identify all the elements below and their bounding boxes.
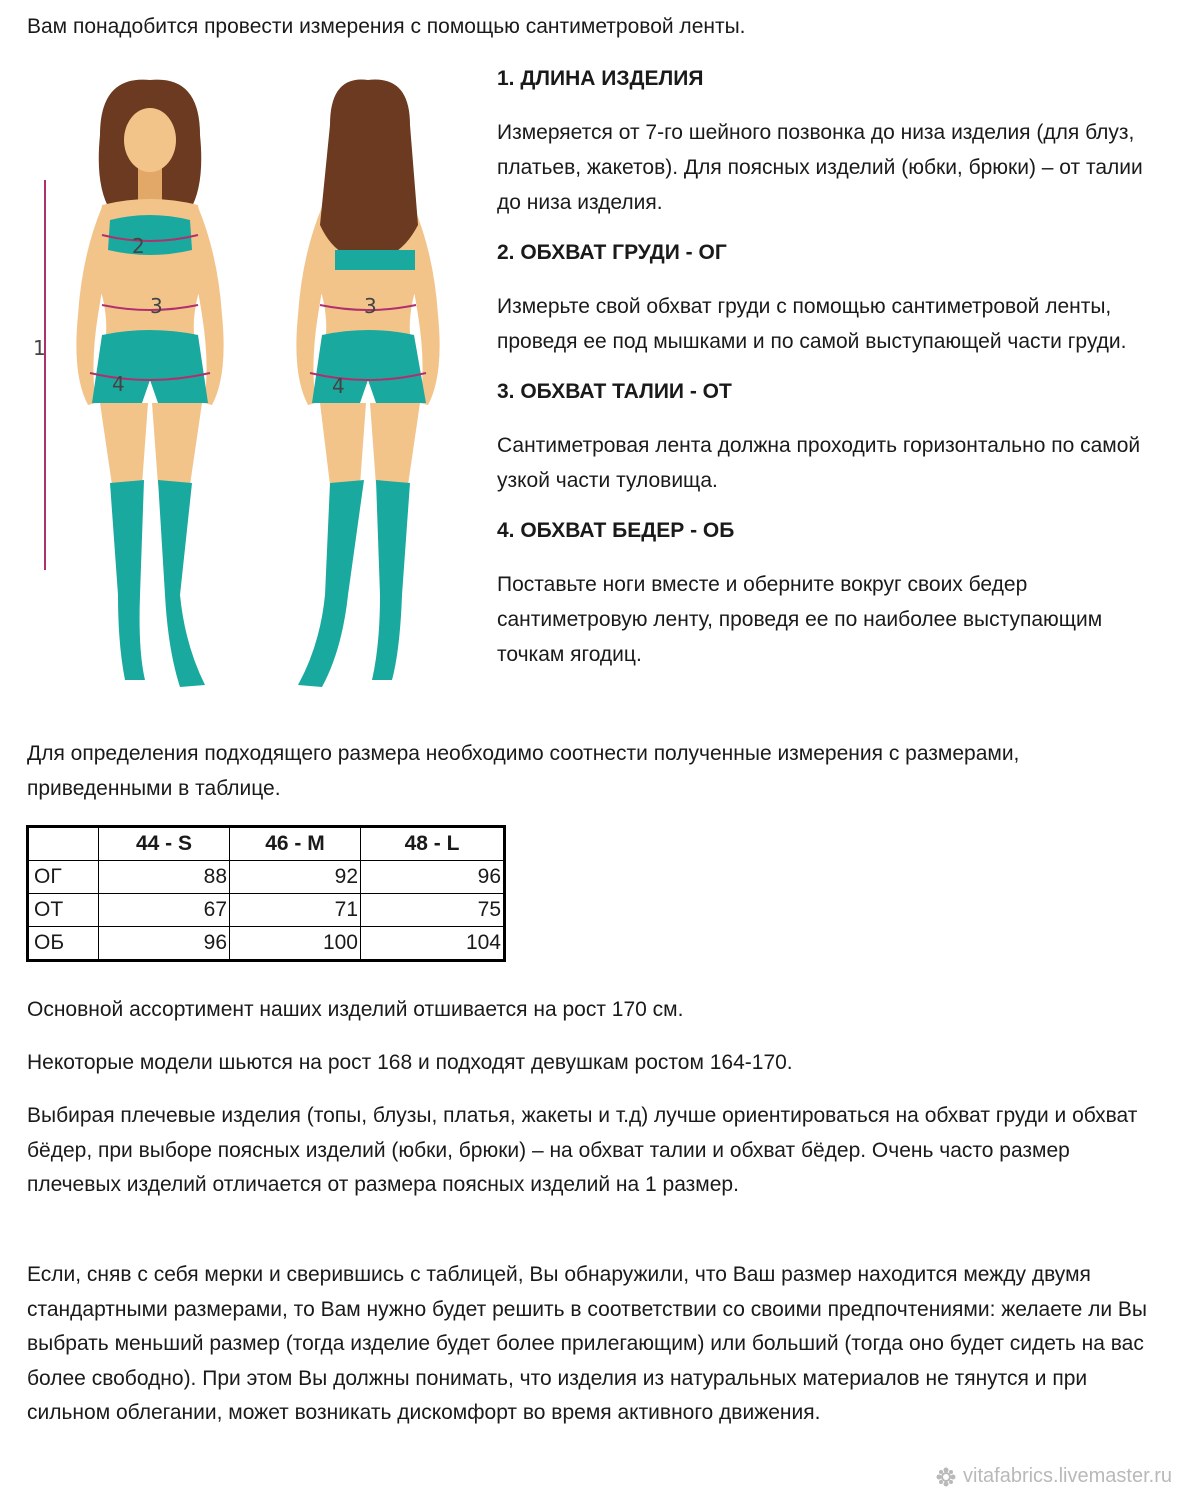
table-cell: 75 bbox=[361, 894, 505, 927]
step-text: Измерьте свой обхват груди с помощью сантиметровой ленты, проведя ее под мышками и по самой выступающей части груди. bbox=[497, 295, 1127, 353]
paragraph-between-sizes: Если, сняв с себя мерки и сверившись с таблицей, Вы обнаружили, что Ваш размер находится между двумя стандартными размерами, то Вам нужно будет решить в соответствии со своими предпочтениями: желаете ли Вы выбрать меньший размер (тогда изделие будет более прилегающим) или больший (тогда оно будет сидеть на вас более свободно). При этом Вы должны понимать, что изделия из натуральных материалов не тянутся и при сильном облегании, может возникать дискомфорт во время активного движения. bbox=[27, 1263, 1148, 1424]
label-4-front: 4 bbox=[112, 372, 125, 396]
label-3-back: 3 bbox=[364, 294, 377, 318]
step-hips bbox=[497, 516, 1157, 672]
step-length bbox=[497, 64, 1157, 220]
table-cell: 67 bbox=[99, 894, 230, 927]
table-row bbox=[28, 861, 505, 894]
table-cell: 96 bbox=[99, 927, 230, 961]
label-2: 2 bbox=[132, 234, 145, 258]
table-header-cell: 46 - M bbox=[230, 827, 361, 861]
step-waist bbox=[497, 377, 1157, 498]
row-label: ОГ bbox=[28, 861, 99, 894]
step-chest bbox=[497, 238, 1157, 359]
step-title: 4. ОБХВАТ БЕДЕР - ОБ bbox=[497, 519, 735, 542]
row-label: ОБ bbox=[28, 927, 99, 961]
front-figure bbox=[76, 80, 223, 687]
step-text: Поставьте ноги вместе и оберните вокруг своих бедер сантиметровую ленту, проведя ее по наиболее выступающим точкам ягодиц. bbox=[497, 573, 1103, 666]
body-figures bbox=[30, 75, 480, 715]
table-cell: 96 bbox=[361, 861, 505, 894]
compare-text: Для определения подходящего размера необходимо соотнести полученные измерения с размерами, приведенными в таблице. bbox=[27, 742, 1020, 800]
step-text: Измеряется от 7-го шейного позвонка до низа изделия (для блуз, платьев, жакетов). Для поясных изделий (юбки, брюки) – от талии до низа изделия. bbox=[497, 121, 1143, 214]
step-title: 2. ОБХВАТ ГРУДИ - ОГ bbox=[497, 241, 727, 264]
label-4-back: 4 bbox=[332, 374, 345, 398]
row-label: ОТ bbox=[28, 894, 99, 927]
table-header-cell: 44 - S bbox=[99, 827, 230, 861]
measurement-steps bbox=[497, 64, 1157, 690]
intro-text: Вам понадобится провести измерения с помощью сантиметровой ленты. bbox=[27, 15, 746, 38]
paragraph-height: Основной ассортимент наших изделий отшивается на рост 170 см. bbox=[27, 998, 684, 1021]
table-row bbox=[28, 927, 505, 961]
paragraph-choosing: Выбирая плечевые изделия (топы, блузы, платья, жакеты и т.д) лучше ориентироваться на обхват груди и обхват бёдер, при выборе поясных изделий (юбки, брюки) – на обхват талии и обхват бёдер. Очень часто размер плечевых изделий отличается от размера поясных изделий на 1 размер. bbox=[27, 1104, 1138, 1196]
watermark bbox=[935, 1465, 1172, 1488]
table-cell: 71 bbox=[230, 894, 361, 927]
label-1: 1 bbox=[33, 336, 46, 360]
step-text: Сантиметровая лента должна проходить горизонтально по самой узкой части туловища. bbox=[497, 434, 1141, 492]
table-cell: 88 bbox=[99, 861, 230, 894]
flower-icon bbox=[935, 1466, 957, 1488]
label-3-front: 3 bbox=[150, 294, 163, 318]
size-table bbox=[26, 825, 506, 962]
table-cell: 100 bbox=[230, 927, 361, 961]
back-figure bbox=[296, 80, 439, 687]
table-cell: 104 bbox=[361, 927, 505, 961]
table-header-row bbox=[28, 827, 505, 861]
table-header-cell: 48 - L bbox=[361, 827, 505, 861]
step-title: 1. ДЛИНА ИЗДЕЛИЯ bbox=[497, 67, 704, 90]
step-title: 3. ОБХВАТ ТАЛИИ - ОТ bbox=[497, 380, 732, 403]
paragraph-height-models: Некоторые модели шьются на рост 168 и подходят девушкам ростом 164-170. bbox=[27, 1051, 793, 1074]
watermark-text: vitafabrics.livemaster.ru bbox=[963, 1465, 1172, 1487]
table-header-cell bbox=[28, 827, 99, 861]
table-cell: 92 bbox=[230, 861, 361, 894]
table-row bbox=[28, 894, 505, 927]
measurement-illustration bbox=[30, 75, 480, 715]
